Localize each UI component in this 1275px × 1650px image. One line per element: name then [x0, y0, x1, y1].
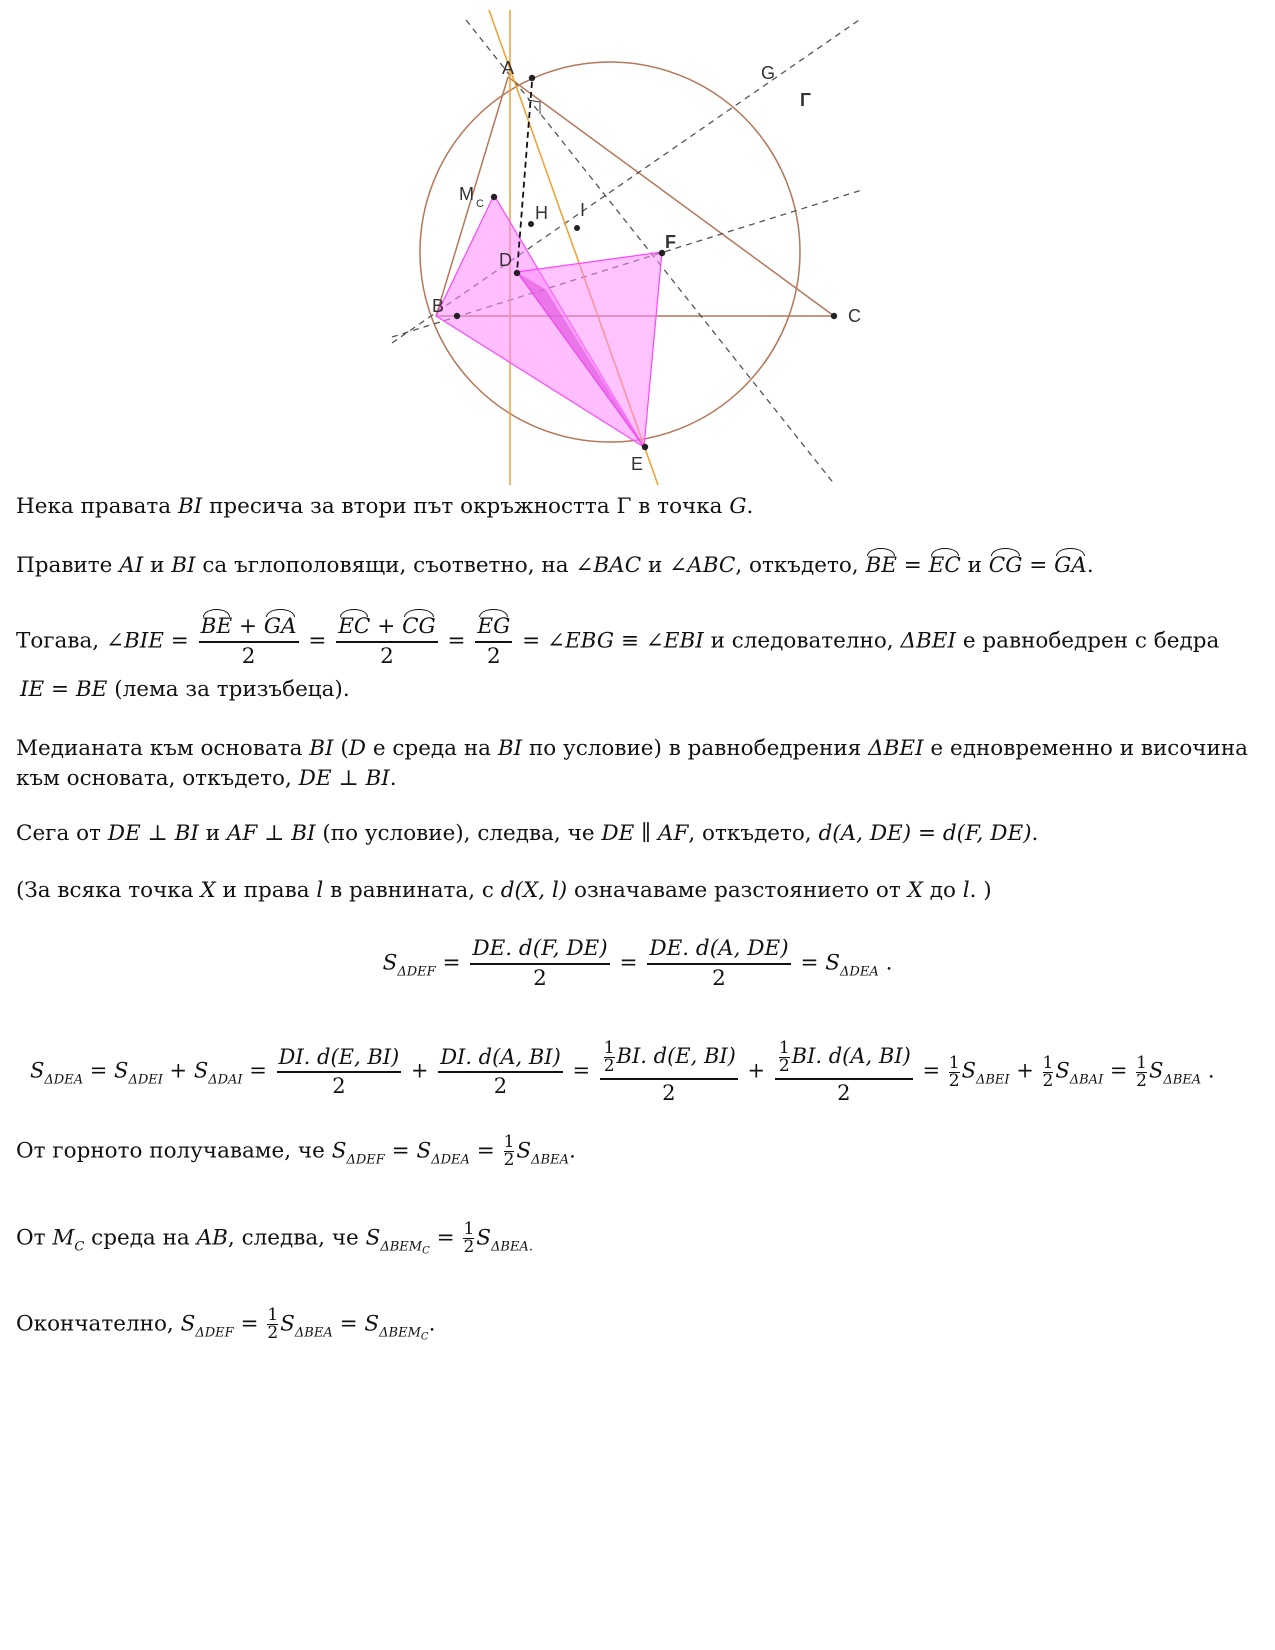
- math: BI: [309, 736, 334, 761]
- text: среда на: [84, 1225, 197, 1251]
- text: и: [143, 553, 172, 578]
- math: d(X, l): [500, 878, 568, 903]
- math: M: [52, 1225, 75, 1251]
- math: =: [242, 1058, 274, 1083]
- text: Окончателно,: [16, 1311, 181, 1337]
- fraction: [336, 616, 437, 667]
- label-e: E: [631, 454, 644, 474]
- math: DE ∥ AF: [601, 821, 689, 846]
- two: 2: [778, 1056, 790, 1076]
- subscript: ΔBEI: [975, 1072, 1010, 1088]
- text: , следва, че: [227, 1225, 366, 1251]
- math: ΔBEI: [868, 736, 924, 761]
- math: S: [280, 1311, 295, 1337]
- math: =: [429, 1225, 462, 1251]
- math: S: [1055, 1058, 1070, 1083]
- paragraph-line-1: [16, 496, 753, 518]
- math: X: [907, 878, 923, 903]
- subscript: C: [420, 1331, 429, 1343]
- arc-ga: GA: [1054, 553, 1087, 578]
- label-h: H: [535, 203, 548, 223]
- math: =: [332, 1311, 365, 1337]
- math: BI: [171, 553, 196, 578]
- math: AB: [196, 1225, 228, 1251]
- one: 1: [603, 1038, 615, 1058]
- text: От горното получаваме, че: [16, 1138, 332, 1164]
- denominator: 2: [332, 1074, 346, 1098]
- math: =: [1103, 1058, 1135, 1083]
- math: = ∠EBG ≡ ∠EBI: [515, 628, 704, 654]
- fraction: [775, 1040, 913, 1104]
- geometry-figure: [385, 10, 861, 490]
- numerator: DI. d(E, BI): [277, 1047, 402, 1073]
- math: DE ⊥ BI: [107, 821, 199, 846]
- math: =: [915, 1058, 947, 1083]
- subscript: ΔBEA: [1163, 1072, 1202, 1088]
- one: 1: [1136, 1052, 1147, 1073]
- numerator: DI. d(A, BI): [438, 1047, 563, 1073]
- math: =: [565, 1058, 597, 1083]
- fraction: [470, 938, 609, 989]
- math: =: [83, 1058, 115, 1083]
- subscript: ΔDAI: [208, 1072, 243, 1088]
- math: BI: [177, 494, 203, 519]
- text: е равнобедрен с бедра: [956, 628, 1220, 654]
- text: .: [1201, 1058, 1215, 1083]
- math: S: [114, 1058, 129, 1083]
- math: S: [825, 950, 841, 976]
- math: AI: [119, 553, 144, 578]
- two: 2: [948, 1070, 960, 1091]
- text: са ъглополовящи, съответно, на: [195, 553, 576, 578]
- subscript: ΔDEF: [195, 1325, 234, 1341]
- subscript: ΔDEF: [346, 1152, 385, 1168]
- text: и следователно,: [703, 628, 901, 654]
- subscript: ΔBAI: [1069, 1072, 1104, 1088]
- subscript: ΔBEM: [379, 1325, 421, 1341]
- half: [463, 1221, 474, 1256]
- label-g: G: [761, 63, 776, 83]
- math: S: [364, 1311, 380, 1337]
- paragraph-line-7: [16, 823, 1038, 845]
- math: +: [232, 614, 264, 639]
- pink-triangles: [436, 195, 662, 447]
- arc-eg: EG: [477, 614, 511, 639]
- math: Γ: [616, 494, 632, 519]
- one: 1: [778, 1038, 790, 1058]
- math: BI: [497, 736, 523, 761]
- text: и права: [215, 878, 317, 903]
- text: е среда на: [366, 736, 498, 761]
- equation-2: [30, 1040, 1215, 1104]
- text: Тогава,: [16, 628, 106, 654]
- paragraph-line-2: [16, 555, 1094, 577]
- text: .: [878, 950, 893, 976]
- text: Правите: [16, 553, 120, 578]
- subscript: ΔBEA.: [491, 1239, 533, 1255]
- text: Медианата към основата: [16, 736, 310, 761]
- paragraph-line-3: [16, 616, 1219, 667]
- fraction: [438, 1047, 563, 1097]
- numerator: BI. d(A, BI): [791, 1044, 911, 1068]
- subscript: ΔDEA: [44, 1072, 84, 1088]
- math: =: [440, 628, 473, 654]
- text: , откъдето,: [688, 821, 819, 846]
- text: . ): [969, 878, 992, 903]
- math: =: [469, 1138, 502, 1164]
- math: S: [331, 1138, 347, 1164]
- subscript: ΔDEI: [128, 1072, 163, 1088]
- label-f: F: [665, 232, 676, 252]
- numerator: DE. d(F, DE): [470, 938, 609, 965]
- one: 1: [503, 1132, 515, 1152]
- text: и: [960, 553, 989, 578]
- text: (: [333, 736, 349, 761]
- one: 1: [948, 1052, 960, 1073]
- paragraph-line-5: [16, 738, 1248, 760]
- paragraph-line-8: [16, 880, 992, 902]
- math: DE ⊥ BI: [298, 766, 390, 791]
- fraction: [647, 938, 790, 989]
- denominator: 2: [712, 965, 726, 991]
- paragraph-line-10: [16, 1221, 533, 1257]
- arc-ec: EC: [338, 614, 371, 639]
- arc-ec: EC: [928, 553, 961, 578]
- one: 1: [463, 1219, 475, 1239]
- paragraph-line-6: [16, 768, 397, 790]
- arc-be: BE: [865, 553, 897, 578]
- math: l: [316, 878, 324, 903]
- fraction: [199, 616, 299, 667]
- denominator: 2: [662, 1081, 676, 1105]
- math: +: [404, 1058, 436, 1083]
- math: +: [740, 1058, 772, 1083]
- numerator: BI. d(E, BI): [616, 1044, 736, 1068]
- math: =: [435, 950, 468, 976]
- half: [948, 1052, 960, 1091]
- math: AF ⊥ BI: [226, 821, 316, 846]
- arc-ga: GA: [263, 614, 297, 639]
- math: S: [382, 950, 398, 976]
- two: 2: [1136, 1070, 1147, 1091]
- denominator: 2: [241, 643, 256, 669]
- text: .: [1031, 821, 1039, 846]
- math: =: [233, 1311, 266, 1337]
- half: [504, 1134, 515, 1169]
- math: l: [962, 878, 970, 903]
- subscript: C: [74, 1239, 85, 1255]
- math: S: [476, 1225, 491, 1251]
- equation-1: [0, 938, 1275, 989]
- subscript: C: [422, 1245, 430, 1257]
- denominator: 2: [380, 643, 394, 669]
- text: и: [198, 821, 227, 846]
- two: 2: [1042, 1070, 1054, 1091]
- math: =: [1022, 553, 1055, 578]
- label-c: C: [848, 306, 861, 326]
- label-gamma: Γ: [800, 90, 811, 110]
- math: S: [180, 1311, 196, 1337]
- label-i: I: [580, 200, 586, 220]
- math: d(A, DE) = d(F, DE): [818, 821, 1032, 846]
- two: 2: [463, 1237, 475, 1257]
- math: ∠BAC: [575, 553, 642, 578]
- arc-cg: CG: [402, 614, 436, 639]
- paragraph-line-11: [16, 1307, 435, 1343]
- denominator: 2: [487, 643, 501, 669]
- label-mc-sub: C: [476, 198, 484, 210]
- math: S: [365, 1225, 381, 1251]
- text: .: [746, 494, 754, 519]
- label-mc: M: [459, 184, 474, 204]
- subscript: ΔDEF: [397, 964, 436, 980]
- fraction: [600, 1040, 738, 1104]
- subscript: ΔBEA: [294, 1325, 333, 1341]
- math: ∠BIE =: [105, 628, 196, 654]
- math: S: [416, 1138, 432, 1164]
- fraction: [475, 616, 512, 667]
- text: .: [389, 766, 397, 791]
- math: S: [961, 1058, 976, 1083]
- arc-be: BE: [200, 614, 233, 639]
- half: [1136, 1052, 1147, 1091]
- math: G: [729, 494, 747, 519]
- math: ∠ABC: [669, 553, 736, 578]
- text: От: [16, 1225, 53, 1251]
- math: X: [200, 878, 216, 903]
- text: .: [428, 1311, 436, 1337]
- two: 2: [267, 1323, 279, 1343]
- text: (За всяка точка: [16, 878, 201, 903]
- denominator: 2: [837, 1081, 851, 1105]
- text: пресича за втори път окръжността: [202, 494, 617, 519]
- text: Сега от: [16, 821, 108, 846]
- two: 2: [603, 1056, 615, 1076]
- subscript: ΔDEA: [431, 1152, 470, 1168]
- text: е едновременно и височина: [923, 736, 1248, 761]
- math: S: [1148, 1058, 1164, 1083]
- fraction: [277, 1047, 402, 1097]
- half: [1042, 1052, 1054, 1091]
- text: до: [922, 878, 963, 903]
- math: +: [162, 1058, 194, 1083]
- math: S: [193, 1058, 209, 1083]
- half: [604, 1040, 615, 1075]
- math: +: [370, 614, 403, 639]
- one: 1: [1042, 1052, 1054, 1073]
- math: IE = BE: [20, 677, 108, 702]
- text: (по условие), следва, че: [315, 821, 602, 846]
- math: S: [30, 1058, 45, 1083]
- label-b: B: [432, 296, 445, 316]
- text: (лема за тризъбеца).: [107, 677, 350, 702]
- subscript: ΔDEA: [840, 964, 879, 980]
- label-d: D: [499, 250, 512, 270]
- math: +: [1009, 1058, 1041, 1083]
- math: D: [348, 736, 367, 761]
- subscript: ΔBEA: [531, 1152, 569, 1168]
- text: в равнината, с: [323, 878, 501, 903]
- text: по условие) в равнобедрения: [522, 736, 869, 761]
- half: [779, 1040, 790, 1075]
- text: .: [1086, 553, 1094, 578]
- text: .: [568, 1138, 576, 1164]
- math: ΔBEI: [900, 628, 956, 654]
- denominator: 2: [533, 965, 547, 991]
- paragraph-line-4: [20, 679, 350, 701]
- math: =: [301, 628, 334, 654]
- label-a: A: [502, 58, 515, 78]
- subscript: ΔBEM: [380, 1239, 423, 1255]
- one: 1: [267, 1305, 279, 1325]
- numerator: DE. d(A, DE): [647, 938, 790, 965]
- text: и: [641, 553, 670, 578]
- paragraph-line-9: [16, 1134, 576, 1169]
- math: =: [793, 950, 826, 976]
- denominator: 2: [493, 1074, 508, 1098]
- text: , откъдето,: [735, 553, 866, 578]
- arc-cg: CG: [988, 553, 1023, 578]
- math: =: [612, 950, 645, 976]
- half: [267, 1307, 278, 1342]
- text: Нека правата: [16, 494, 178, 519]
- two: 2: [503, 1150, 515, 1170]
- text: в точка: [631, 494, 730, 519]
- text: към основата, откъдето,: [16, 766, 299, 791]
- text: означаваме разстоянието от: [567, 878, 908, 903]
- math: S: [516, 1138, 532, 1164]
- math: =: [896, 553, 929, 578]
- math: =: [384, 1138, 417, 1164]
